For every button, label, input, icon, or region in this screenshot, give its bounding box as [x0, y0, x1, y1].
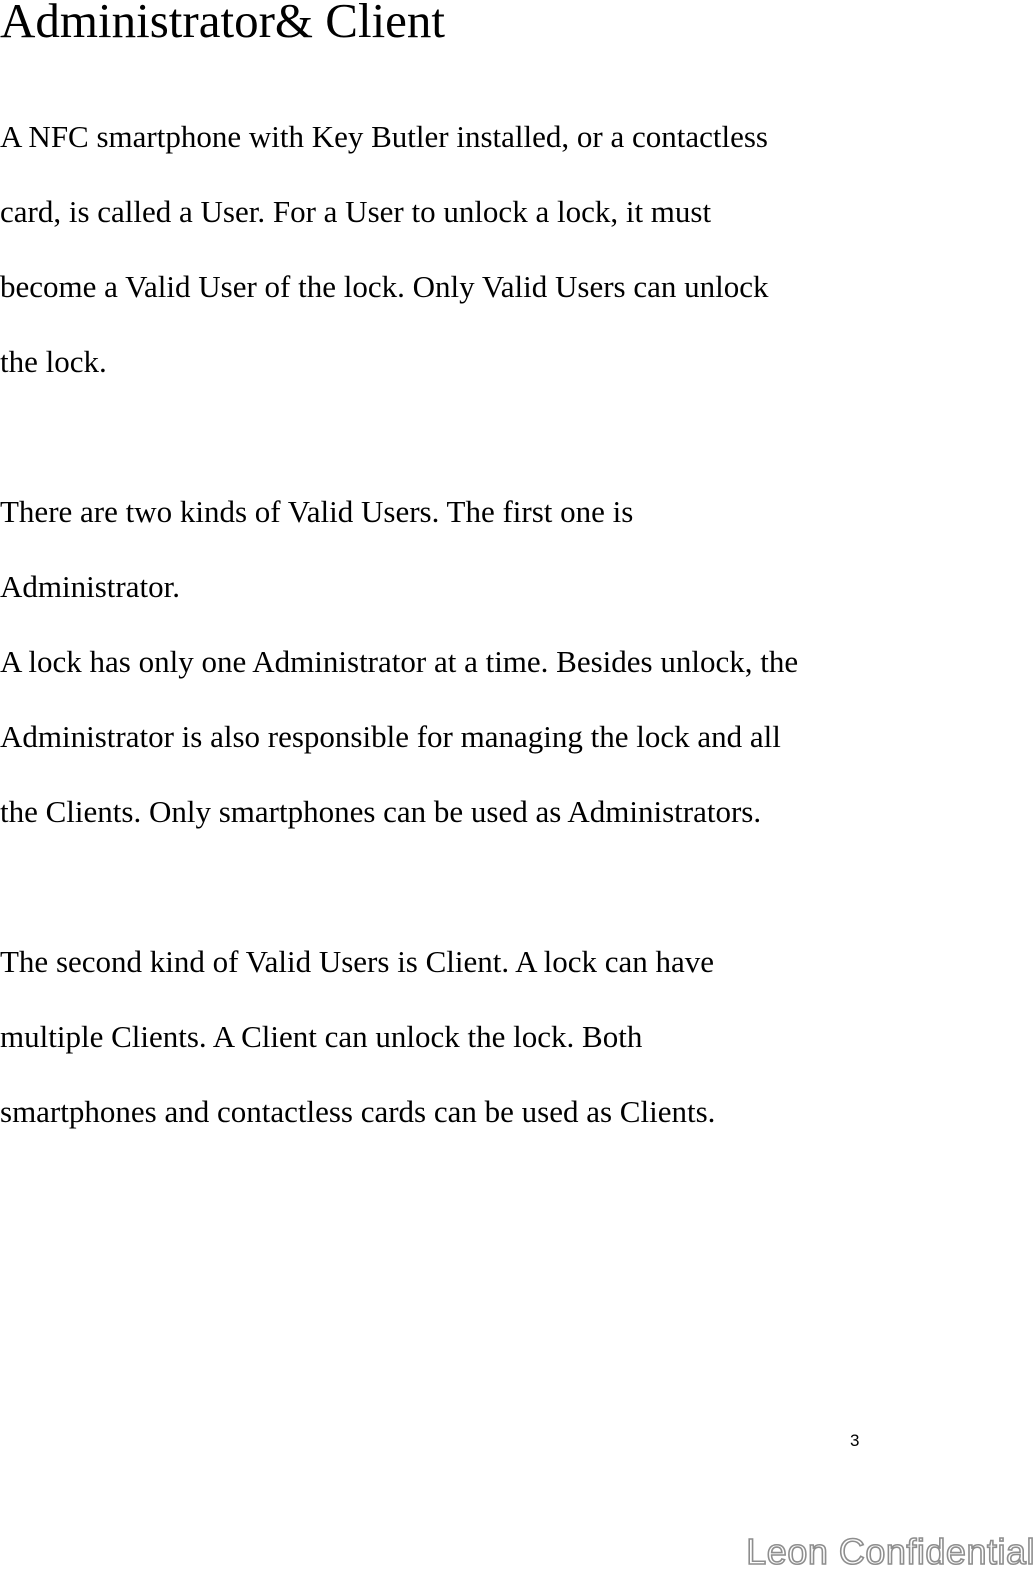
page-number: 3	[850, 1431, 860, 1450]
page-title: Administrator& Client	[0, 0, 446, 48]
text-line: multiple Clients. A Client can unlock the lock. Both	[0, 1019, 643, 1054]
confidential-watermark: Leon Confidential	[746, 1531, 1035, 1572]
text-line: A NFC smartphone with Key Butler installed, or a contactless	[0, 119, 768, 154]
text-line: smartphones and contactless cards can be used as Clients.	[0, 1094, 716, 1129]
text-line: the lock.	[0, 344, 107, 379]
text-line: The second kind of Valid Users is Client. A lock can have	[0, 944, 715, 979]
text-line: become a Valid User of the lock. Only Valid Users can unlock	[0, 269, 769, 304]
text-line: card, is called a User. For a User to unlock a lock, it must	[0, 194, 712, 229]
text-line: There are two kinds of Valid Users. The first one is	[0, 494, 634, 529]
text-line: Administrator is also responsible for managing the lock and all	[0, 719, 781, 754]
text-line: A lock has only one Administrator at a time. Besides unlock, the	[0, 644, 799, 679]
text-line: Administrator.	[0, 569, 180, 604]
text-line: the Clients. Only smartphones can be used as Administrators.	[0, 794, 762, 829]
